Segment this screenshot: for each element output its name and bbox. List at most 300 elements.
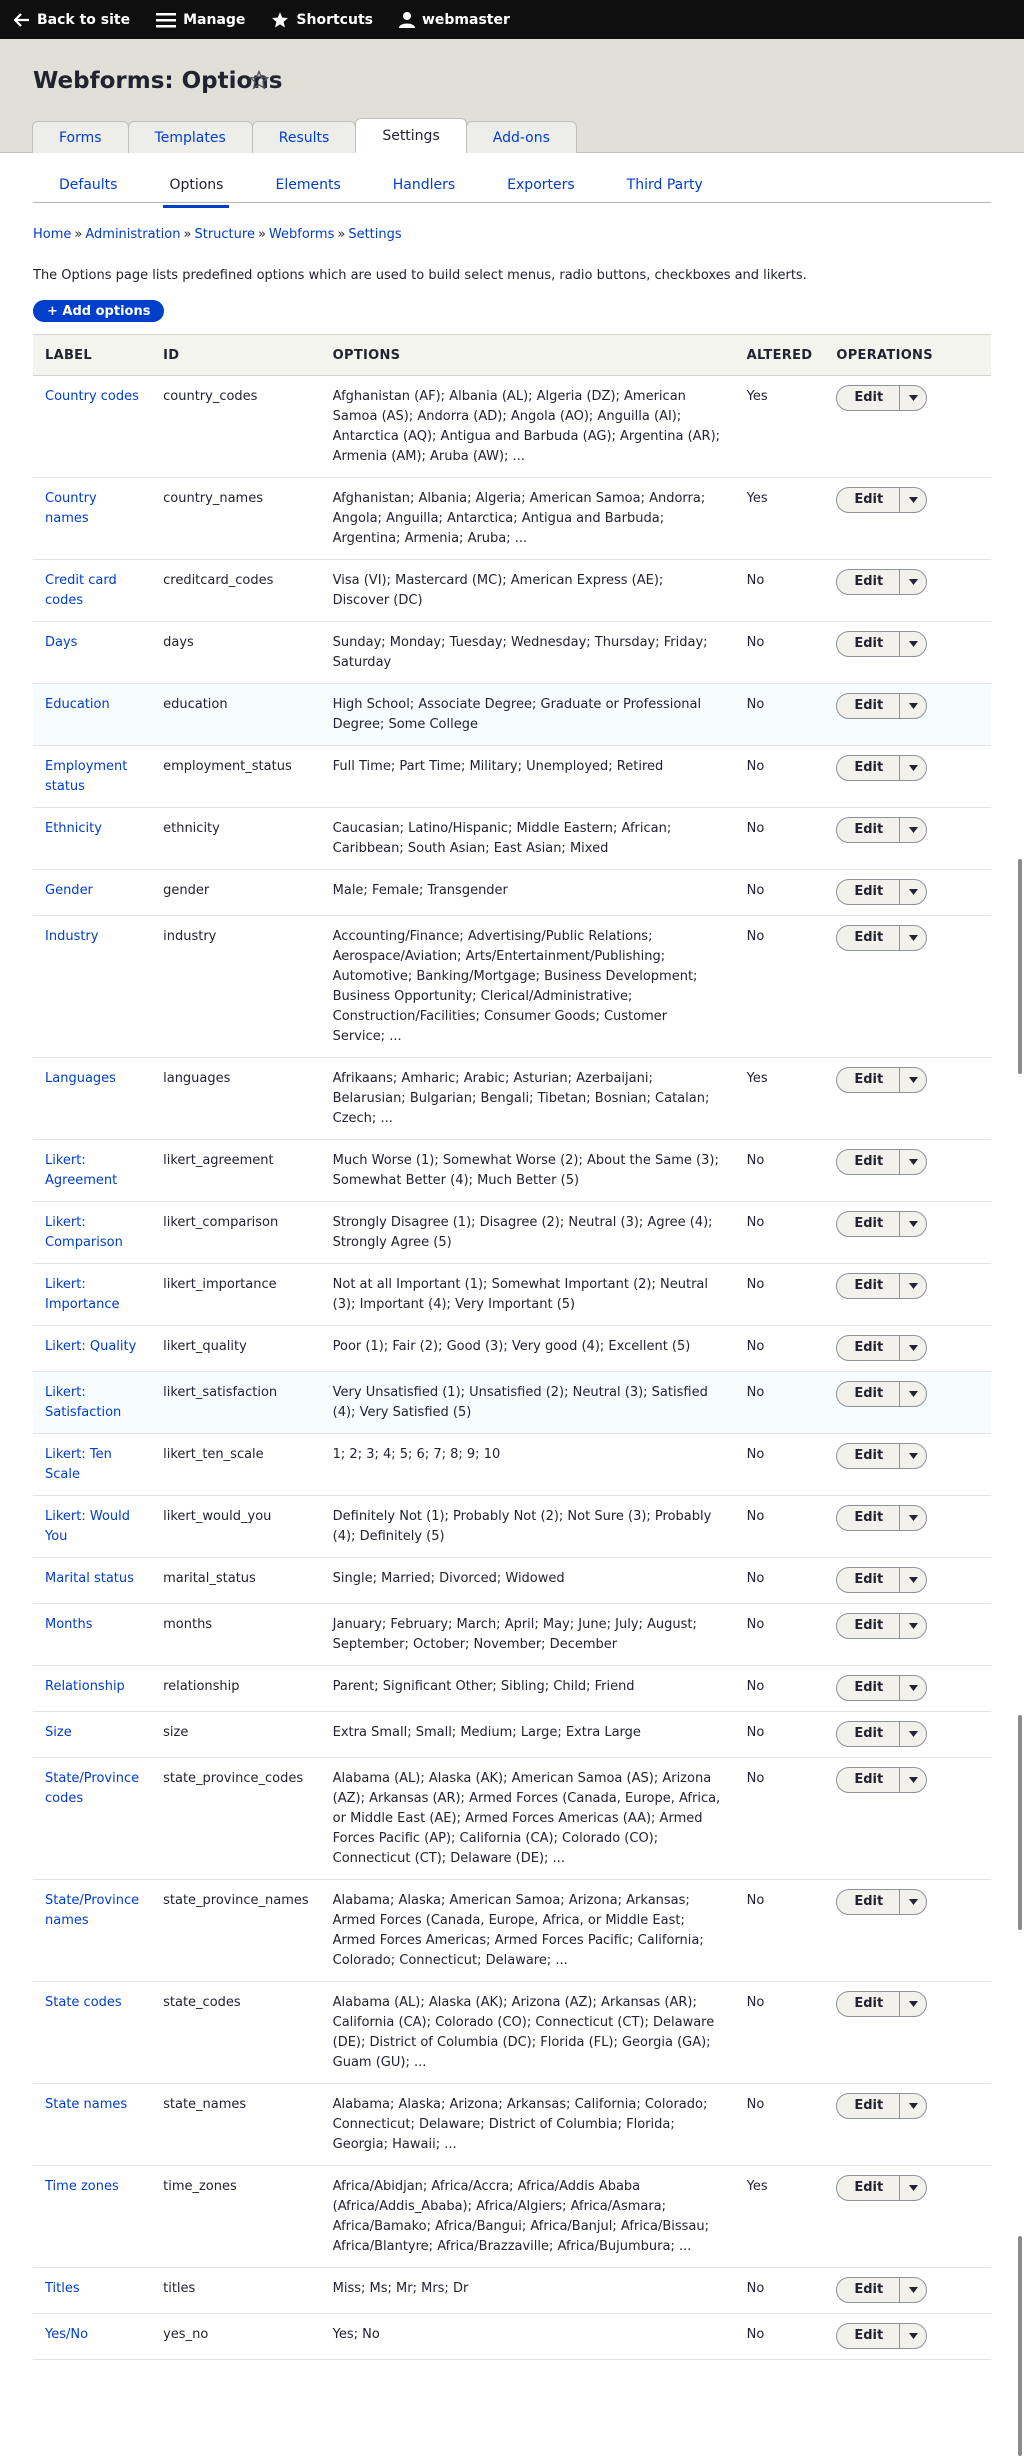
option-label-link[interactable]: State codes [45,1995,122,2010]
operations-dropbutton [836,1889,927,1915]
id-cell: education [151,684,321,746]
label-cell [33,560,151,622]
operations-dropbutton [836,385,927,411]
tab-settings[interactable]: Settings [355,118,466,153]
caret-down-icon [909,827,918,833]
options-cell: Strongly Disagree (1); Disagree (2); Neutral (3); Agree (4); Strongly Agree (5) [321,1202,735,1264]
back-to-site-label: Back to site [37,11,131,28]
label-cell [33,1058,151,1140]
id-cell: state_province_codes [151,1758,321,1880]
edit-button[interactable]: Edit [837,570,900,594]
breadcrumb-separator: » [183,227,192,242]
options-cell: Afrikaans; Amharic; Arabic; Asturian; Azerbaijani; Belarusian; Bulgarian; Bengali; Tibetan; Bosnian; Catalan; Czech; ... [321,1058,735,1140]
caret-down-icon [909,1391,918,1397]
options-table [33,334,991,2360]
operations-dropbutton [836,1273,927,1299]
option-label-link[interactable]: Likert: Agreement [45,1153,118,1188]
operations-dropbutton [836,1613,927,1639]
id-cell: likert_quality [151,1326,321,1372]
operations-dropbutton [836,1991,927,2017]
label-cell [33,1434,151,1496]
caret-down-icon [909,2333,918,2339]
caret-down-icon [909,1453,918,1459]
table-header-row [33,335,991,376]
label-cell [33,870,151,916]
altered-cell: No [735,1202,825,1264]
options-cell: Full Time; Part Time; Military; Unemployed; Retired [321,746,735,808]
user-label: webmaster [421,11,510,28]
altered-cell: No [735,1880,825,1982]
caret-down-icon [909,1685,918,1691]
altered-cell: No [735,1712,825,1758]
operations-dropbutton [836,1381,927,1407]
edit-button[interactable]: Edit [837,1506,900,1530]
arrow-left-icon [14,13,30,27]
edit-button[interactable]: Edit [837,632,900,656]
options-cell: Poor (1); Fair (2); Good (3); Very good (4); Excellent (5) [321,1326,735,1372]
edit-button[interactable]: Edit [837,694,900,718]
dropdown-toggle-button[interactable] [900,1890,926,1914]
option-label-link[interactable]: Country names [45,491,97,526]
option-label-link[interactable]: Days [45,635,78,650]
breadcrumb-administration[interactable]: Administration [85,227,181,242]
caret-down-icon [909,2001,918,2007]
edit-button[interactable]: Edit [837,1890,900,1914]
dropdown-toggle-button[interactable] [900,694,926,718]
id-cell: likert_agreement [151,1140,321,1202]
id-cell: relationship [151,1666,321,1712]
id-cell: gender [151,870,321,916]
label-cell [33,2268,151,2314]
id-cell: industry [151,916,321,1058]
dropdown-toggle-button[interactable] [900,756,926,780]
operations-dropbutton [836,2323,927,2349]
back-to-site-link[interactable] [14,12,130,28]
edit-button[interactable]: Edit [837,1068,900,1092]
operations-dropbutton [836,1721,927,1747]
label-cell [33,1666,151,1712]
header-altered[interactable]: ALTERED [735,335,825,376]
dropdown-toggle-button[interactable] [900,2094,926,2118]
table-row [33,870,991,916]
operations-cell [824,1058,991,1140]
edit-button[interactable]: Edit [837,1768,900,1792]
options-cell: Not at all Important (1); Somewhat Important (2); Neutral (3); Important (4); Very Important (5) [321,1264,735,1326]
operations-cell [824,1982,991,2084]
operations-dropbutton [836,1335,927,1361]
edit-button[interactable]: Edit [837,2278,900,2302]
options-cell: Alabama; Alaska; Arizona; Arkansas; California; Colorado; Connecticut; Delaware; District of Columbia; Florida; Georgia; Hawaii; ... [321,2084,735,2166]
dropdown-toggle-button[interactable] [900,570,926,594]
header-label[interactable]: LABEL [33,335,151,376]
edit-button[interactable]: Edit [837,926,900,950]
option-label-link[interactable]: Likert: Ten Scale [45,1447,112,1482]
id-cell: likert_comparison [151,1202,321,1264]
label-cell [33,1558,151,1604]
hamburger-icon [156,12,176,28]
altered-cell: Yes [735,376,825,478]
label-cell [33,746,151,808]
table-row [33,1326,991,1372]
id-cell: likert_satisfaction [151,1372,321,1434]
options-cell: High School; Associate Degree; Graduate or Professional Degree; Some College [321,684,735,746]
id-cell: state_codes [151,1982,321,2084]
altered-cell: No [735,1666,825,1712]
options-cell: Visa (VI); Mastercard (MC); American Express (AE); Discover (DC) [321,560,735,622]
table-row [33,1982,991,2084]
id-cell: creditcard_codes [151,560,321,622]
dropdown-toggle-button[interactable] [900,1382,926,1406]
scrollbar-thumb[interactable] [1018,1715,1022,1930]
dropdown-toggle-button[interactable] [900,1068,926,1092]
label-cell [33,376,151,478]
caret-down-icon [909,765,918,771]
caret-down-icon [909,1623,918,1629]
dropdown-toggle-button[interactable] [900,818,926,842]
dropdown-toggle-button[interactable] [900,2176,926,2200]
tab-forms[interactable]: Forms [32,121,129,153]
caret-down-icon [909,889,918,895]
option-label-link[interactable]: Ethnicity [45,821,102,836]
caret-down-icon [909,1345,918,1351]
table-row [33,808,991,870]
breadcrumb-webforms[interactable]: Webforms [268,227,335,242]
operations-dropbutton [836,1505,927,1531]
caret-down-icon [909,2185,918,2191]
caret-down-icon [909,579,918,585]
altered-cell: No [735,1558,825,1604]
dropdown-toggle-button[interactable] [900,632,926,656]
scrollbar-thumb[interactable] [1018,2236,1022,2456]
options-cell: Parent; Significant Other; Sibling; Child; Friend [321,1666,735,1712]
label-cell [33,2084,151,2166]
operations-dropbutton [836,2175,927,2201]
option-label-link[interactable]: Country codes [45,389,139,404]
edit-button[interactable]: Edit [837,880,900,904]
operations-cell [824,478,991,560]
edit-button[interactable]: Edit [837,1274,900,1298]
manage-link[interactable] [156,12,245,28]
edit-button[interactable]: Edit [837,1444,900,1468]
table-row [33,2268,991,2314]
shortcut-star-icon[interactable] [249,70,269,90]
label-cell [33,1880,151,1982]
dropdown-toggle-button[interactable] [900,1444,926,1468]
operations-cell [824,1434,991,1496]
options-cell: Male; Female; Transgender [321,870,735,916]
label-cell [33,1712,151,1758]
breadcrumb [33,227,402,242]
header-options: OPTIONS [321,335,735,376]
altered-cell: No [735,1982,825,2084]
edit-button[interactable]: Edit [837,1568,900,1592]
id-cell: likert_importance [151,1264,321,1326]
option-label-link[interactable]: Employment status [45,759,128,794]
altered-cell: No [735,1758,825,1880]
label-cell [33,1372,151,1434]
edit-button[interactable]: Edit [837,818,900,842]
edit-button[interactable]: Edit [837,1150,900,1174]
option-label-link[interactable]: Relationship [45,1679,125,1694]
operations-cell [824,1140,991,1202]
id-cell: time_zones [151,2166,321,2268]
caret-down-icon [909,1777,918,1783]
edit-button[interactable]: Edit [837,756,900,780]
option-label-link[interactable]: Education [45,697,110,712]
dropdown-toggle-button[interactable] [900,1212,926,1236]
operations-dropbutton [836,879,927,905]
label-cell [33,2314,151,2360]
operations-cell [824,376,991,478]
dropdown-toggle-button[interactable] [900,1274,926,1298]
option-label-link[interactable]: Marital status [45,1571,134,1586]
dropdown-toggle-button[interactable] [900,1722,926,1746]
dropdown-toggle-button[interactable] [900,2278,926,2302]
option-label-link[interactable]: Likert: Would You [45,1509,131,1544]
id-cell: size [151,1712,321,1758]
altered-cell: No [735,1140,825,1202]
caret-down-icon [909,1731,918,1737]
options-cell: Very Unsatisfied (1); Unsatisfied (2); Neutral (3); Satisfied (4); Very Satisfied (5) [321,1372,735,1434]
primary-tabs [32,121,576,153]
operations-cell [824,808,991,870]
subtab-handlers[interactable]: Handlers [392,177,456,193]
caret-down-icon [909,1577,918,1583]
operations-cell [824,1496,991,1558]
options-cell: Yes; No [321,2314,735,2360]
options-cell: Caucasian; Latino/Hispanic; Middle Eastern; African; Caribbean; South Asian; East Asian; Mixed [321,808,735,870]
altered-cell: No [735,684,825,746]
altered-cell: No [735,1604,825,1666]
caret-down-icon [909,395,918,401]
breadcrumb-structure[interactable]: Structure [194,227,255,242]
tab-results[interactable]: Results [252,121,357,153]
operations-cell [824,746,991,808]
tab-add-ons[interactable]: Add-ons [466,121,577,153]
operations-dropbutton [836,1567,927,1593]
user-menu[interactable] [399,11,510,28]
edit-button[interactable]: Edit [837,1722,900,1746]
breadcrumb-home[interactable]: Home [33,227,72,242]
operations-dropbutton [836,1675,927,1701]
option-label-link[interactable]: Months [45,1617,93,1632]
id-cell: likert_would_you [151,1496,321,1558]
dropdown-toggle-button[interactable] [900,1336,926,1360]
table-row [33,916,991,1058]
operations-cell [824,1880,991,1982]
altered-cell: No [735,870,825,916]
altered-cell: No [735,1496,825,1558]
table-row [33,2166,991,2268]
options-cell: Afghanistan (AF); Albania (AL); Algeria (DZ); American Samoa (AS); Andorra (AD); Angola (AO); Anguilla (AI); Antarctica (AQ); Antigua and Barbuda (AG); Argentina (AR); Armenia (AM); Aruba (AW); ... [321,376,735,478]
caret-down-icon [909,1283,918,1289]
dropdown-toggle-button[interactable] [900,1992,926,2016]
breadcrumb-separator: » [257,227,266,242]
options-cell: Sunday; Monday; Tuesday; Wednesday; Thursday; Friday; Saturday [321,622,735,684]
edit-button[interactable]: Edit [837,2176,900,2200]
table-row [33,1264,991,1326]
table-row [33,560,991,622]
table-row [33,478,991,560]
altered-cell: Yes [735,478,825,560]
operations-cell [824,1372,991,1434]
table-row [33,1880,991,1982]
dropdown-toggle-button[interactable] [900,1768,926,1792]
dropdown-toggle-button[interactable] [900,386,926,410]
breadcrumb-settings[interactable]: Settings [348,227,402,242]
subtab-defaults[interactable]: Defaults [59,177,118,193]
operations-dropbutton [836,693,927,719]
edit-button[interactable]: Edit [837,488,900,512]
options-cell: Extra Small; Small; Medium; Large; Extra Large [321,1712,735,1758]
shortcuts-label: Shortcuts [296,11,373,28]
label-cell [33,1758,151,1880]
breadcrumb-separator: » [74,227,83,242]
edit-button[interactable]: Edit [837,1382,900,1406]
label-cell [33,1140,151,1202]
caret-down-icon [909,1077,918,1083]
id-cell: yes_no [151,2314,321,2360]
id-cell: months [151,1604,321,1666]
caret-down-icon [909,641,918,647]
caret-down-icon [909,1515,918,1521]
edit-button[interactable]: Edit [837,1614,900,1638]
dropdown-toggle-button[interactable] [900,488,926,512]
altered-cell: No [735,1326,825,1372]
operations-dropbutton [836,2093,927,2119]
option-label-link[interactable]: Industry [45,929,99,944]
table-row [33,1496,991,1558]
operations-cell [824,916,991,1058]
edit-button[interactable]: Edit [837,1336,900,1360]
id-cell: employment_status [151,746,321,808]
table-row [33,1140,991,1202]
operations-cell [824,870,991,916]
altered-cell: No [735,1372,825,1434]
id-cell: languages [151,1058,321,1140]
operations-dropbutton [836,817,927,843]
table-row [33,1202,991,1264]
option-label-link[interactable]: Credit card codes [45,573,117,608]
option-label-link[interactable]: Likert: Quality [45,1339,137,1354]
table-row [33,1604,991,1666]
operations-cell [824,2314,991,2360]
option-label-link[interactable]: Time zones [45,2179,119,2194]
secondary-tabs [33,173,991,203]
operations-cell [824,1712,991,1758]
table-row [33,746,991,808]
operations-cell [824,560,991,622]
label-cell [33,1604,151,1666]
dropdown-toggle-button[interactable] [900,1676,926,1700]
operations-dropbutton [836,1767,927,1793]
table-row [33,622,991,684]
caret-down-icon [909,935,918,941]
option-label-link[interactable]: Likert: Satisfaction [45,1385,122,1420]
subtab-options[interactable]: Options [143,173,249,202]
operations-dropbutton [836,2277,927,2303]
label-cell [33,916,151,1058]
caret-down-icon [909,1899,918,1905]
caret-down-icon [909,2287,918,2293]
option-label-link[interactable]: Gender [45,883,93,898]
dropdown-toggle-button[interactable] [900,1614,926,1638]
tab-templates[interactable]: Templates [128,121,253,153]
page-description: The Options page lists predefined options which are used to build select menus, radio buttons, checkboxes and likerts. [33,268,807,283]
operations-cell [824,2084,991,2166]
subtab-third-party[interactable]: Third Party [626,177,703,193]
scrollbar-thumb[interactable] [1018,859,1022,1074]
options-cell: Alabama (AL); Alaska (AK); American Samoa (AS); Arizona (AZ); Arkansas (AR); Armed Forces (Canada, Europe, Africa, or Middle East (AE); Armed Forces Americas (AA); Armed Forces Pacific (AP); California (CA); Colorado (CO); Connecticut (CT); Delaware (DE); ... [321,1758,735,1880]
table-row [33,1758,991,1880]
scrollbar[interactable] [1017,39,1024,2417]
edit-button[interactable]: Edit [837,1992,900,2016]
operations-dropbutton [836,1211,927,1237]
id-cell: country_names [151,478,321,560]
operations-cell [824,1604,991,1666]
shortcuts-link[interactable] [271,11,373,29]
label-cell [33,478,151,560]
edit-button[interactable]: Edit [837,1212,900,1236]
dropdown-toggle-button[interactable] [900,1568,926,1592]
id-cell: likert_ten_scale [151,1434,321,1496]
altered-cell: No [735,622,825,684]
option-label-link[interactable]: Size [45,1725,72,1740]
dropdown-toggle-button[interactable] [900,2324,926,2348]
option-label-link[interactable]: Yes/No [45,2327,89,2342]
operations-cell [824,1202,991,1264]
table-row [33,2314,991,2360]
id-cell: marital_status [151,1558,321,1604]
table-row [33,1058,991,1140]
id-cell: titles [151,2268,321,2314]
operations-cell [824,622,991,684]
edit-button[interactable]: Edit [837,386,900,410]
caret-down-icon [909,2103,918,2109]
star-icon [271,11,289,29]
dropdown-toggle-button[interactable] [900,880,926,904]
admin-toolbar [0,0,1024,39]
subtab-exporters[interactable]: Exporters [507,177,575,193]
option-label-link[interactable]: State/Province codes [45,1771,140,1806]
option-label-link[interactable]: State/Province names [45,1893,140,1928]
edit-button[interactable]: Edit [837,2324,900,2348]
altered-cell: No [735,2268,825,2314]
id-cell: days [151,622,321,684]
add-options-button[interactable]: + Add options [33,300,164,322]
option-label-link[interactable]: State names [45,2097,128,2112]
option-label-link[interactable]: Languages [45,1071,116,1086]
dropdown-toggle-button[interactable] [900,926,926,950]
edit-button[interactable]: Edit [837,2094,900,2118]
option-label-link[interactable]: Likert: Comparison [45,1215,123,1250]
option-label-link[interactable]: Likert: Importance [45,1277,120,1312]
operations-dropbutton [836,755,927,781]
option-label-link[interactable]: Titles [45,2281,80,2296]
edit-button[interactable]: Edit [837,1676,900,1700]
dropdown-toggle-button[interactable] [900,1506,926,1530]
dropdown-toggle-button[interactable] [900,1150,926,1174]
options-cell: Single; Married; Divorced; Widowed [321,1558,735,1604]
header-id[interactable]: ID [151,335,321,376]
options-cell: January; February; March; April; May; June; July; August; September; October; November; December [321,1604,735,1666]
operations-cell [824,1326,991,1372]
subtab-elements[interactable]: Elements [275,177,341,193]
options-cell: Definitely Not (1); Probably Not (2); Not Sure (3); Probably (4); Definitely (5) [321,1496,735,1558]
header-operations: OPERATIONS [824,335,991,376]
options-cell: Much Worse (1); Somewhat Worse (2); About the Same (3); Somewhat Better (4); Much Better (5) [321,1140,735,1202]
operations-cell [824,1666,991,1712]
